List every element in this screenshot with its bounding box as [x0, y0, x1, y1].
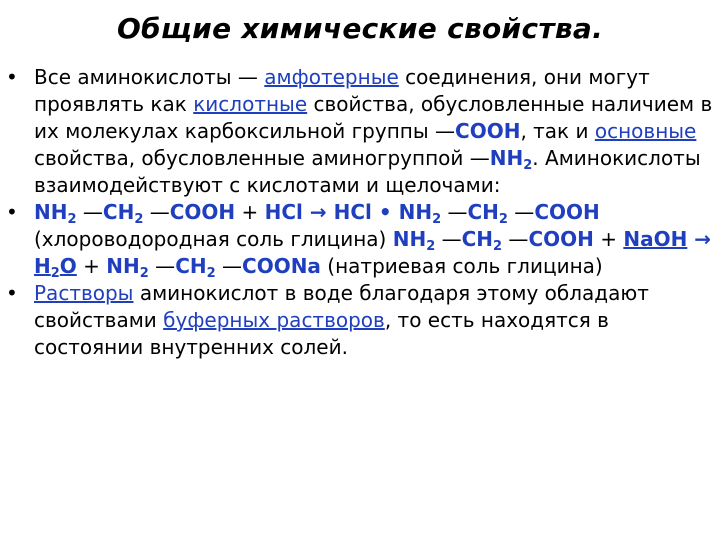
subscript: 2 [139, 266, 149, 281]
formula-text: COONa [242, 254, 321, 278]
formula-text: NH [398, 200, 433, 224]
bullet-amphoteric [6, 64, 716, 199]
plus-sign: + [235, 200, 265, 224]
bullet-operator: • [371, 200, 399, 224]
link-water[interactable] [34, 254, 77, 281]
formula-text: HCl [333, 200, 372, 224]
subscript: 2 [50, 266, 60, 281]
formula-text: COOH [169, 200, 236, 224]
formula-text: NH [34, 200, 68, 224]
subscript: 2 [493, 239, 503, 254]
link-acidic[interactable]: кислотные [193, 92, 308, 116]
formula-nh2 [489, 146, 533, 173]
bond: — [143, 200, 170, 224]
formula-cooh: COOH [455, 119, 521, 143]
bond: — [507, 200, 535, 224]
text: аминокислот в воде благодаря этому обладают свойствами [34, 281, 649, 332]
formula-text: HCl [264, 200, 303, 224]
bullet-solutions [6, 280, 716, 361]
text: (натриевая соль глицина) [320, 254, 603, 278]
text: , так и [520, 119, 595, 143]
bond: — [441, 200, 468, 224]
link-naoh[interactable]: NaOH [623, 227, 688, 251]
text: Все аминокислоты — [34, 65, 265, 89]
formula-text: CH [461, 227, 494, 251]
subscript: 2 [523, 158, 533, 173]
bullet-dot-icon: • [6, 281, 18, 305]
reaction-arrow-icon: → [687, 227, 712, 251]
link-solutions[interactable]: Растворы [34, 281, 134, 305]
text: свойства, обусловленные аминогруппой — [34, 146, 490, 170]
text: , то есть находятся в состоянии внутренних солей. [34, 308, 609, 359]
formula-text: H [34, 254, 51, 278]
formula-text: COOH [528, 227, 594, 251]
subscript: 2 [134, 212, 144, 227]
formula-text: COOH [534, 200, 600, 224]
text: (хлороводородная соль глицина) [34, 227, 393, 251]
link-amphoteric[interactable]: амфотерные [264, 65, 399, 89]
link-buffer-solutions[interactable]: буферных растворов [163, 308, 385, 332]
bullet-dot-icon: • [6, 200, 18, 224]
subscript: 2 [206, 266, 216, 281]
plus-sign: + [593, 227, 624, 251]
text: свойства, обусловленные наличием в их молекулах карбоксильной группы — [34, 92, 713, 143]
bullet-reactions [6, 199, 716, 281]
text: соединения, они могут проявлять как [34, 65, 650, 116]
subscript: 2 [432, 212, 442, 227]
subscript: 2 [426, 239, 436, 254]
formula-text: NH [489, 146, 524, 170]
formula-text: CH [467, 200, 499, 224]
subscript: 2 [498, 212, 508, 227]
bullet-list [6, 64, 716, 361]
formula-text: CH [102, 200, 135, 224]
link-basic[interactable]: основные [594, 119, 697, 143]
bond: — [435, 227, 462, 251]
formula-text: CH [175, 254, 207, 278]
subscript: 2 [67, 212, 77, 227]
bullet-dot-icon: • [6, 65, 18, 89]
plus-sign: + [76, 254, 107, 278]
formula-text: O [59, 254, 77, 278]
formula-text: NH [106, 254, 140, 278]
slide-title: Общие химические свойства. [116, 12, 604, 45]
reaction-arrow-icon: → [302, 200, 334, 224]
text: . Аминокислоты взаимодействуют с кислотами и щелочами: [34, 146, 701, 197]
bond: — [148, 254, 176, 278]
bond: — [76, 200, 103, 224]
bond: — [215, 254, 243, 278]
formula-text: NH [392, 227, 427, 251]
bond: — [502, 227, 529, 251]
